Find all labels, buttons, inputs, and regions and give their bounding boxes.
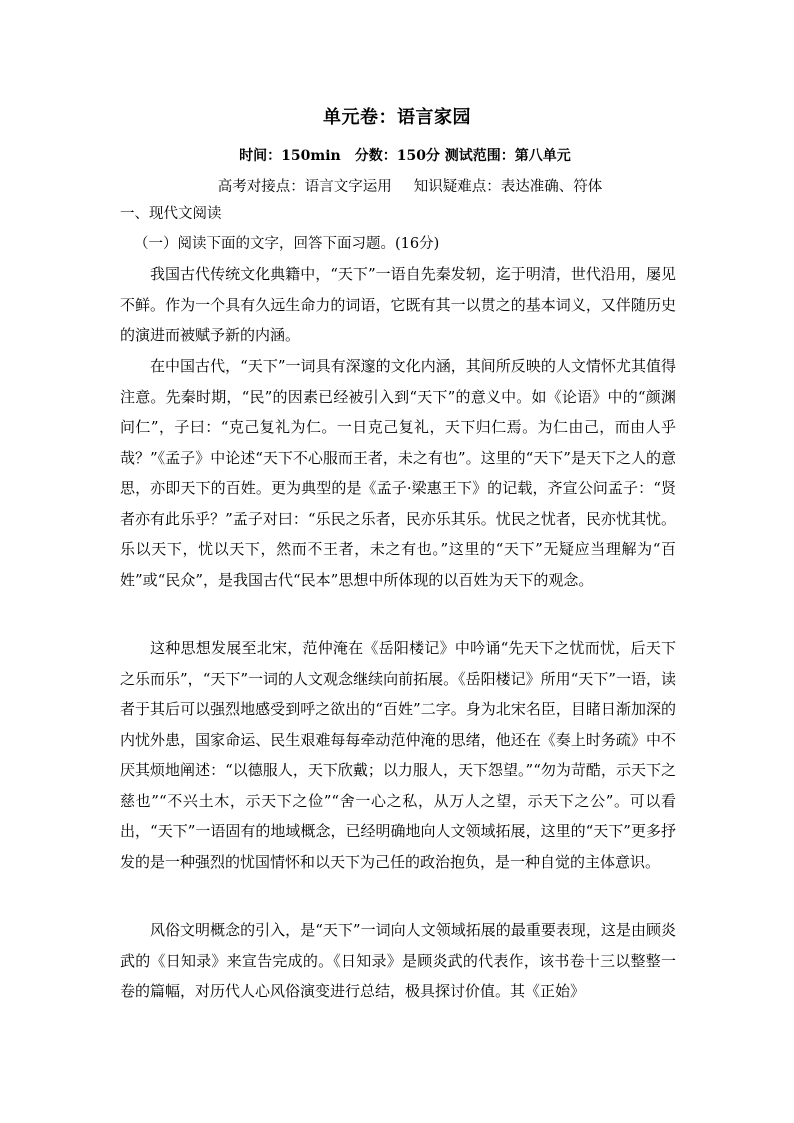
exam-point: 高考对接点：语言文字运用: [217, 179, 392, 195]
body-paragraph: 风俗文明概念的引入，是“天下”一词向人文领域拓展的最重要表现，这是由顾炎武的《日知录》来宣告完成的。《日知录》是顾炎武的代表作，该书卷十三以整整一卷的篇幅，对历代人心风俗演变进行总结，极具探讨价值。其《正始》: [120, 921, 676, 1000]
document-title: 单元卷：语言家园: [323, 107, 471, 128]
question-heading: （一）阅读下面的文字，回答下面习题。(16分): [134, 236, 440, 252]
body-paragraph: 我国古代传统文化典籍中，“天下”一语自先秦发轫，迄于明清，世代沿用，屡见不鲜。作为一个具有久远生命力的词语，它既有其一以贯之的基本词义，又伴随历史的演进而被赋予新的内涵。: [120, 265, 676, 344]
body-paragraph: 在中国古代，“天下”一词具有深邃的文化内涵，其间所反映的人文情怀尤其值得注意。先秦时期，“民”的因素已经被引入到“天下”的意义中。如《论语》中的“颜渊问仁”，子曰：“克己复礼为仁。一日克己复礼，天下归仁焉。为仁由己，而由人乎哉？”《孟子》中论述“天下不心服而王者，未之有也”。这里的“天下”是天下之人的意思，亦即天下的百姓。更为典型的是《孟子·梁惠王下》的记载，齐宣公问孟子：“贤者亦有此乐乎？”孟子对曰：“乐民之乐者，民亦乐其乐。忧民之忧者，民亦忧其忧。乐以天下，忧以天下，然而不王者，未之有也。”这里的“天下”无疑应当理解为“百姓”或“民众”，是我国古代“民本”思想中所体现的以百姓为天下的观念。: [120, 357, 676, 589]
difficulty-point: 知识疑难点：表达准确、符体: [413, 179, 603, 195]
exam-points-line: [0, 175, 794, 196]
section-heading: 一、现代文阅读: [120, 206, 222, 222]
exam-meta-line: 时间：150min 分数：150分 测试范围：第八单元: [239, 148, 571, 164]
body-paragraph: 这种思想发展至北宋，范仲淹在《岳阳楼记》中吟诵“先天下之忧而忧，后天下之乐而乐”，“天下”一词的人文观念继续向前拓展。《岳阳楼记》所用“天下”一语，读者于其后可以强烈地感受到呼之欲出的“百姓”二字。身为北宋名臣，目睹日渐加深的内忧外患，国家命运、民生艰难每每牵动范仲淹的思绪，他还在《奏上时务疏》中不厌其烦地阐述：“以德服人，天下欣戴；以力服人，天下怨望。”“勿为苛酷，示天下之慈也”“不兴土木，示天下之俭”“舍一心之私，从万人之望，示天下之公”。可以看出，“天下”一语固有的地域概念，已经明确地向人文领域拓展，这里的“天下”更多抒发的是一种强烈的忧国情怀和以天下为己任的政治抱负，是一种自觉的主体意识。: [120, 639, 676, 871]
